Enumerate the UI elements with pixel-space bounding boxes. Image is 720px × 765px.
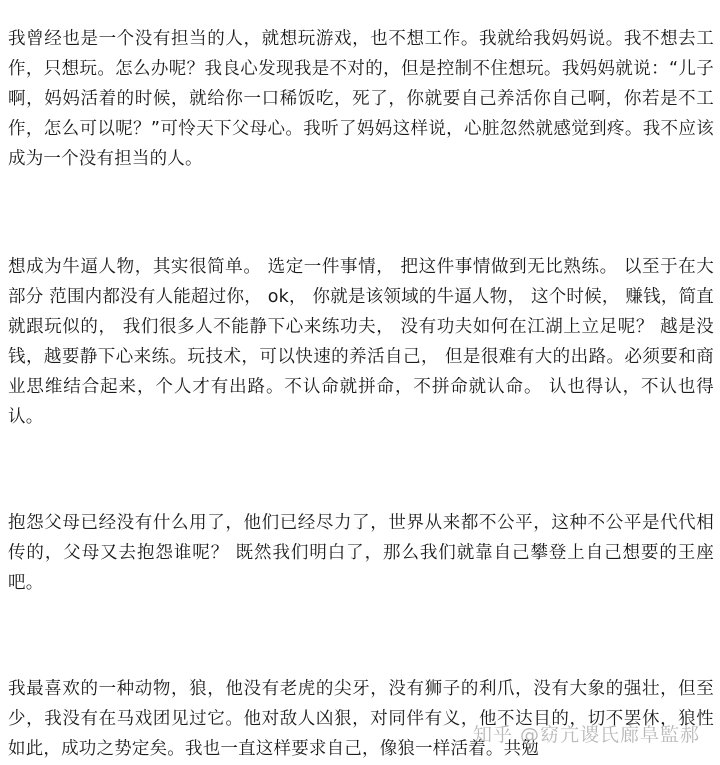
- paragraph-2: 想成为牛逼人物，其实很简单。 选定一件事情， 把这件事情做到无比熟练。 以至于在大部分 范围内都没有人能超过你， ok， 你就是该领域的牛逼人物， 这个时候， 赚钱，简直就跟玩似的， 我们很多人不能静下心来练功夫， 没有功夫如何在江湖上立足呢？ 越是没钱，越要静下心来练。玩技术，可以快速的养活自己， 但是很难有大的出路。必须要和商业思维结合起来，个人才有出路。不认命就拼命，不拼命就认命。 认也得认，不认也得认。: [8, 257, 714, 427]
- paragraph-1: 我曾经也是一个没有担当的人，就想玩游戏，也不想工作。我就给我妈妈说。我不想去工作，只想玩。怎么办呢？我良心发现我是不对的，但是控制不住想玩。我妈妈就说：“儿子啊，妈妈活着的时候，就给你一口稀饭吃，死了，你就要自己养活你自己啊，你若是不工作，怎么可以呢？”可怜天下父母心。我听了妈妈这样说，心脏忽然就感觉到疼。我不应该成为一个没有担当的人。: [8, 29, 714, 169]
- paragraph-3: 抱怨父母已经没有什么用了，他们已经尽力了，世界从来都不公平，这种不公平是代代相传的，父母又去抱怨谁呢？ 既然我们明白了，那么我们就靠自己攀登上自己想要的王座吧。: [8, 513, 714, 593]
- article-body: [8, 24, 714, 764]
- paragraph-4: 我最喜欢的一种动物，狼，他没有老虎的尖牙，没有狮子的利爪，没有大象的强壮，但至少，我没有在马戏团见过它。他对敌人凶狠，对同伴有义，他不达目的，切不罢休，狼性如此，成功之势定矣。我也一直这样要求自己，像狼一样活着。共勉: [8, 679, 714, 759]
- zhihu-watermark: 知乎 @窈亢谡氏廊阜監郝: [472, 724, 700, 746]
